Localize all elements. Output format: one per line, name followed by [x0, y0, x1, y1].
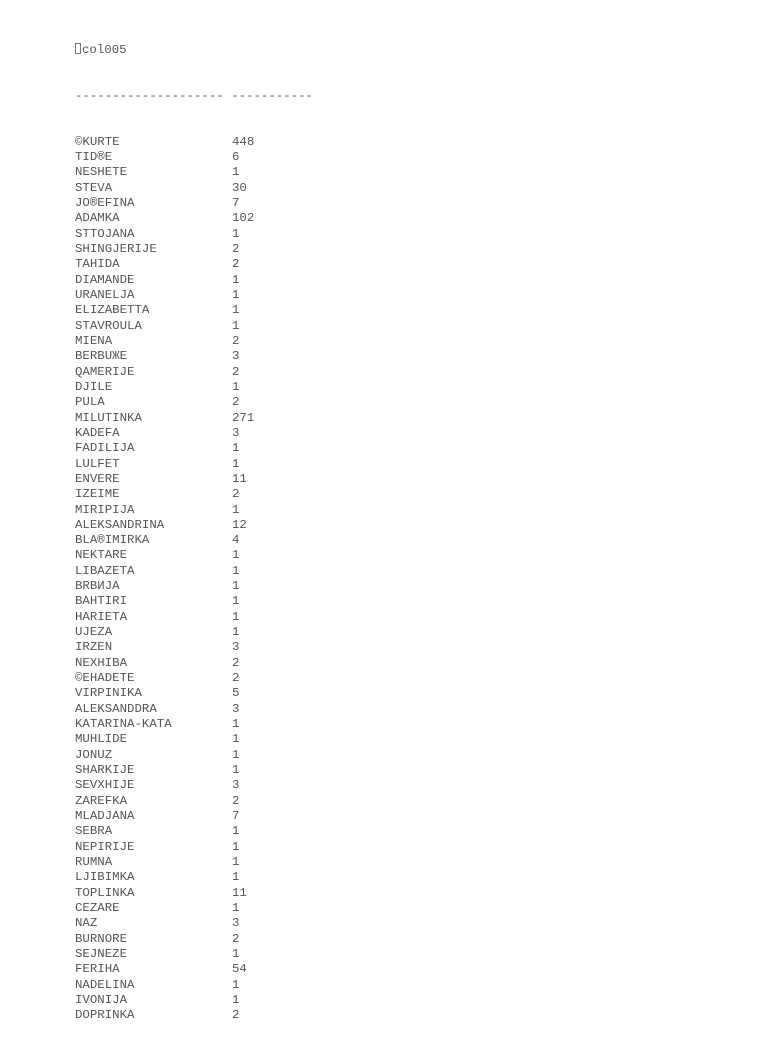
row-count: 1 — [232, 456, 240, 471]
row-count: 2 — [232, 487, 240, 502]
row-name: NEPIRIJE — [75, 839, 135, 854]
row-name: CEZARE — [75, 901, 120, 916]
box-glyph-icon — [75, 43, 81, 54]
column-header-label: col005 — [82, 42, 127, 57]
row-count: 7 — [232, 809, 240, 824]
row-count: 5 — [232, 686, 240, 701]
table-row — [75, 978, 313, 993]
row-name: PULA — [75, 395, 105, 410]
row-name: URANELJA — [75, 287, 135, 302]
table-row — [75, 319, 313, 334]
table-row — [75, 594, 313, 609]
row-name: KATARINA-KATA — [75, 717, 172, 732]
table-row — [75, 288, 313, 303]
row-count: 1 — [232, 870, 240, 885]
row-name: RUMNA — [75, 855, 113, 870]
table-row — [75, 548, 313, 563]
row-count: 1 — [232, 272, 240, 287]
row-name: BLA®IMIRKA — [75, 533, 150, 548]
table-row — [75, 135, 313, 150]
row-name: NEXHIBA — [75, 655, 128, 670]
row-name: SHARKIJE — [75, 763, 135, 778]
row-name: JONUZ — [75, 747, 113, 762]
row-count: 2 — [232, 364, 240, 379]
table-row — [75, 932, 313, 947]
table-row — [75, 794, 313, 809]
row-count: 2 — [232, 671, 240, 686]
row-name: ZAREFKA — [75, 793, 128, 808]
table-row — [75, 426, 313, 441]
row-count: 1 — [232, 993, 240, 1007]
row-name: UJEZA — [75, 625, 113, 640]
row-count: 2 — [232, 241, 240, 256]
row-name: MLADJANA — [75, 809, 135, 824]
row-name: TOPLINKA — [75, 885, 135, 900]
row-count: 1 — [232, 287, 240, 302]
row-name: STTOJANA — [75, 226, 135, 241]
row-count: 30 — [232, 180, 247, 195]
table-row — [75, 395, 313, 410]
table-row — [75, 901, 313, 916]
row-count: 12 — [232, 517, 247, 532]
row-name: FADILIJA — [75, 441, 135, 456]
row-count: 1 — [232, 901, 240, 916]
row-count: 6 — [232, 149, 240, 164]
row-count: 1 — [232, 318, 240, 333]
row-name: TID®E — [75, 149, 113, 164]
row-count: 3 — [232, 640, 240, 655]
table-row — [75, 257, 313, 272]
row-count: 4 — [232, 533, 240, 548]
row-count: 2 — [232, 655, 240, 670]
table-row — [75, 686, 313, 701]
row-name: ADAMKA — [75, 211, 120, 226]
row-count: 1 — [232, 609, 240, 624]
row-name: MIENA — [75, 333, 113, 348]
row-count: 1 — [232, 441, 240, 456]
row-name: MUHLIDE — [75, 732, 128, 747]
table-row — [75, 273, 313, 288]
table-row — [75, 380, 313, 395]
table-row — [75, 165, 313, 180]
row-name: DOPRINKA — [75, 1008, 135, 1023]
table-row — [75, 1008, 313, 1023]
table-row — [75, 349, 313, 364]
table-row — [75, 196, 313, 211]
table-row — [75, 150, 313, 165]
row-name: ©EHADETE — [75, 671, 135, 686]
table-row — [75, 916, 313, 931]
row-count: 2 — [232, 793, 240, 808]
row-count: 11 — [232, 471, 247, 486]
row-name: SEJNEZE — [75, 947, 128, 962]
row-count: 1 — [232, 379, 240, 394]
header-separator: -------------------- ----------- — [75, 88, 313, 103]
row-count: 448 — [232, 134, 255, 149]
row-name: LJIBIMKA — [75, 870, 135, 885]
table-row — [75, 411, 313, 426]
row-count: 2 — [232, 931, 240, 946]
row-count: 1 — [232, 747, 240, 762]
table-row — [75, 441, 313, 456]
row-name: LULFET — [75, 456, 120, 471]
table-row — [75, 487, 313, 502]
table-row — [75, 840, 313, 855]
table-row — [75, 303, 313, 318]
row-count: 1 — [232, 502, 240, 517]
row-name: SEBRA — [75, 824, 113, 839]
row-count: 1 — [232, 947, 240, 962]
row-count: 3 — [232, 425, 240, 440]
table-row — [75, 579, 313, 594]
row-name: KADEFA — [75, 425, 120, 440]
row-count: 1 — [232, 303, 240, 318]
row-name: STEVA — [75, 180, 113, 195]
row-name: VIRPINIKA — [75, 686, 142, 701]
row-count: 2 — [232, 395, 240, 410]
row-count: 1 — [232, 563, 240, 578]
row-name: DIAMANDE — [75, 272, 135, 287]
row-name: IVONIJA — [75, 993, 128, 1007]
row-name: HARIETA — [75, 609, 128, 624]
table-row — [75, 457, 313, 472]
row-name: ELIZABETTA — [75, 303, 150, 318]
table-row — [75, 640, 313, 655]
table-row — [75, 472, 313, 487]
row-count: 1 — [232, 732, 240, 747]
table-row — [75, 503, 313, 518]
table-row — [75, 242, 313, 257]
table-row — [75, 564, 313, 579]
table-row — [75, 962, 313, 977]
row-name: NADELINA — [75, 977, 135, 992]
row-count: 1 — [232, 824, 240, 839]
row-count: 1 — [232, 579, 240, 594]
row-count: 3 — [232, 778, 240, 793]
table-row — [75, 365, 313, 380]
table-row — [75, 702, 313, 717]
row-count: 1 — [232, 625, 240, 640]
row-name: BRBИJA — [75, 579, 120, 594]
row-name: TAHIDA — [75, 257, 120, 272]
row-count: 54 — [232, 962, 247, 977]
table-row — [75, 732, 313, 747]
row-count: 2 — [232, 333, 240, 348]
table-row — [75, 993, 313, 1008]
row-count: 271 — [232, 410, 255, 425]
row-name: BAHTIRI — [75, 594, 128, 609]
table-row — [75, 748, 313, 763]
table-row — [75, 809, 313, 824]
row-name: NEKTARE — [75, 548, 128, 563]
table-row — [75, 824, 313, 839]
result-rows — [75, 135, 313, 1024]
row-name: STAVROULA — [75, 318, 142, 333]
table-row — [75, 625, 313, 640]
row-name: LIBAZETA — [75, 563, 135, 578]
row-count: 1 — [232, 717, 240, 732]
row-name: ALEKSANDRINA — [75, 517, 165, 532]
row-count: 1 — [232, 165, 240, 180]
table-row — [75, 656, 313, 671]
row-name: IZEIME — [75, 487, 120, 502]
row-name: ENVERE — [75, 471, 120, 486]
table-row — [75, 211, 313, 226]
row-count: 3 — [232, 349, 240, 364]
row-name: FERIHA — [75, 962, 120, 977]
row-count: 102 — [232, 211, 255, 226]
row-count: 1 — [232, 855, 240, 870]
column-header — [75, 43, 313, 58]
row-count: 7 — [232, 195, 240, 210]
row-count: 1 — [232, 548, 240, 563]
table-row — [75, 763, 313, 778]
row-name: NAZ — [75, 916, 98, 931]
table-row — [75, 227, 313, 242]
row-name: NESHETE — [75, 165, 128, 180]
row-count: 1 — [232, 594, 240, 609]
row-name: JO®EFINA — [75, 195, 135, 210]
table-row — [75, 181, 313, 196]
row-count: 3 — [232, 701, 240, 716]
row-name: BERBUЖE — [75, 349, 128, 364]
row-count: 2 — [232, 1008, 240, 1023]
row-count: 3 — [232, 916, 240, 931]
table-row — [75, 533, 313, 548]
table-row — [75, 610, 313, 625]
table-row — [75, 870, 313, 885]
row-name: ©KURTE — [75, 134, 120, 149]
row-count: 2 — [232, 257, 240, 272]
table-row — [75, 671, 313, 686]
row-count: 1 — [232, 839, 240, 854]
table-row — [75, 947, 313, 962]
row-name: BURNORE — [75, 931, 128, 946]
table-row — [75, 518, 313, 533]
row-name: SHINGJERIJE — [75, 241, 157, 256]
row-name: QAMERIJE — [75, 364, 135, 379]
query-result-text — [75, 12, 313, 1039]
row-name: MILUTINKA — [75, 410, 142, 425]
table-row — [75, 334, 313, 349]
row-count: 11 — [232, 885, 247, 900]
row-count: 1 — [232, 226, 240, 241]
row-name: SEVXHIJE — [75, 778, 135, 793]
table-row — [75, 855, 313, 870]
row-name: DJILE — [75, 379, 113, 394]
table-row — [75, 778, 313, 793]
row-name: IRZEN — [75, 640, 113, 655]
row-count: 1 — [232, 977, 240, 992]
row-count: 1 — [232, 763, 240, 778]
row-name: MIRIPIJA — [75, 502, 135, 517]
table-row — [75, 886, 313, 901]
row-name: ALEKSANDDRA — [75, 701, 157, 716]
table-row — [75, 717, 313, 732]
